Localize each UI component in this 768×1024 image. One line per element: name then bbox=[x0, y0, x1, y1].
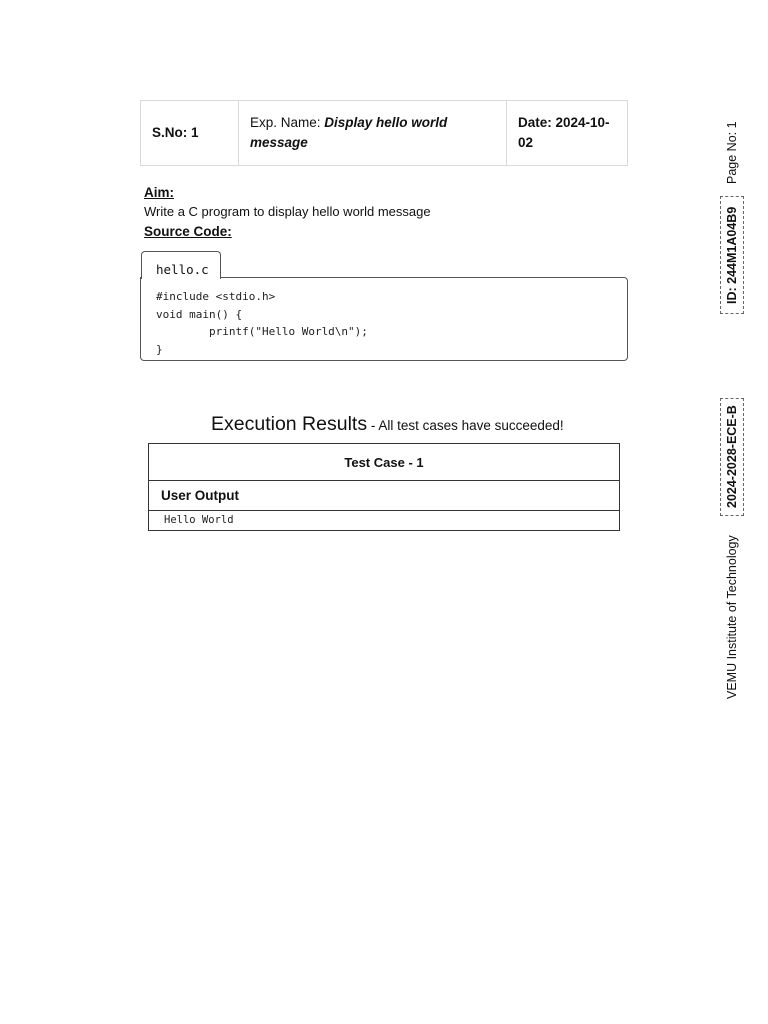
page-sidebar bbox=[720, 118, 744, 708]
aim-text: Write a C program to display hello world message bbox=[144, 204, 431, 219]
experiment-name-cell bbox=[239, 101, 507, 165]
test-case-header: Test Case - 1 bbox=[149, 444, 619, 481]
experiment-header-table bbox=[140, 100, 628, 166]
experiment-date: Date: 2024-10-02 bbox=[518, 115, 610, 150]
aim-heading: Aim: bbox=[144, 185, 174, 200]
student-id: ID: 244M1A04B9 bbox=[720, 196, 744, 314]
page-number: Page No: 1 bbox=[725, 121, 739, 185]
test-results-table bbox=[148, 443, 620, 531]
batch-code: 2024-2028-ECE-B bbox=[720, 398, 744, 516]
execution-results-title bbox=[211, 413, 564, 436]
user-output-value: Hello World bbox=[164, 514, 234, 526]
source-code-block: #include <stdio.h> void main() { printf("Hello World\n"); } bbox=[140, 277, 628, 361]
source-code-heading: Source Code: bbox=[144, 224, 232, 239]
institute-name: VEMU Institute of Technology bbox=[725, 535, 739, 699]
user-output-label: User Output bbox=[149, 481, 619, 511]
execution-results-status: - All test cases have succeeded! bbox=[367, 418, 564, 433]
execution-results-heading: Execution Results bbox=[211, 413, 368, 435]
file-tab[interactable]: hello.c bbox=[141, 251, 221, 279]
experiment-name-label: Exp. Name: bbox=[250, 115, 325, 130]
experiment-name-value: Display hello world message bbox=[250, 115, 448, 150]
serial-number: S.No: 1 bbox=[141, 101, 239, 165]
